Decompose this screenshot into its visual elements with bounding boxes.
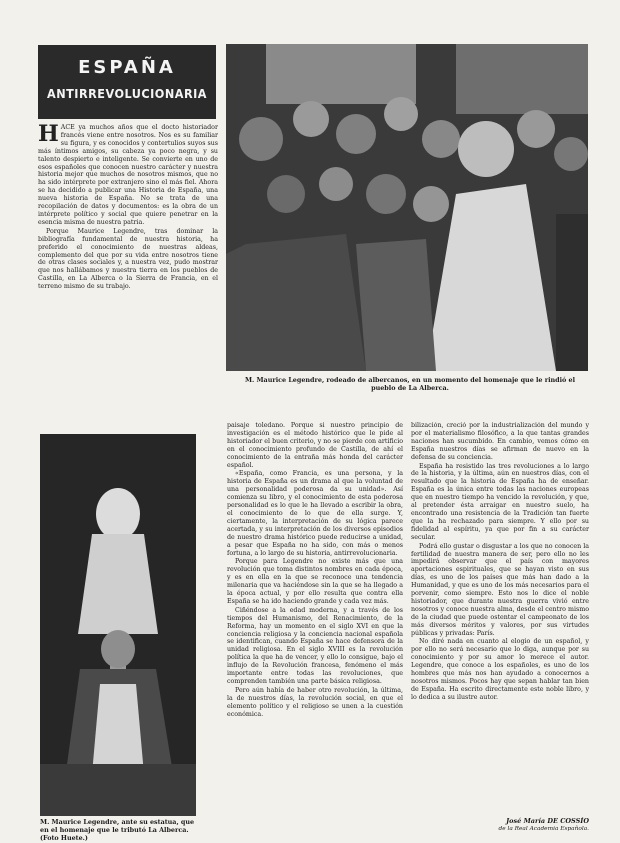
paragraph-5: Porque para Legendre no existe más que una revolución que toma distintos nombres en cada época, y es en ella en la que se reconoce una tendencia milenaria que va haciéndose sin la que se ha llegado a la época actual, y por ello resulta que contra ella España se ha ido haciendo grande y cada vez más. — [227, 558, 403, 605]
left-photo-caption: M. Maurice Legendre, ante su estatua, que en el homenaje que le tributó La Alberca. (Foto Huete.) — [40, 818, 195, 842]
paragraph-7: Pero aún había de haber otro revolución, la última, la de nuestros días, la revolución social, en que el elemento político y el religioso se unen a la cuestión económica. — [227, 686, 403, 718]
paragraph-1-text: ACE ya muchos años que el docto historiador francés viene entre nosotros. Nos es su familiar su figura, y es conocidos y contertulios suyos sus más íntimos amigos, su cabeza ya poco negra, y su talento despierto e inteligente. Se convierte en uno de esos españoles que conocen nuestro carácter y nuestra historia mejor que muchos de nosotros mismos, que no ha sido intérprete por extranjero sino el más fiel. Ahora se ha decidido a publicar una Historia de España, una nueva historia de España. No se trata de una recopilación de datos y documentos: es la obra de un intérprete político y social que quiere penetrar en la esencia misma de nuestra patria. — [38, 124, 218, 226]
paragraph-8: bilización, creció por la industrialización del mundo y por el materialismo filosófico, a la que tantas grandes naciones han sucumbido. En cambio, vemos cómo en España nuestros días se afirman de nuevo en la defensa de su conciencia. — [411, 422, 589, 461]
author-name: José María DE COSSÍO — [506, 817, 589, 825]
top-photo — [226, 44, 588, 371]
article-title-box — [38, 45, 216, 119]
text-column-1 — [38, 124, 218, 411]
paragraph-10: Podrá ello gustar o disgustar a los que no conocen la fertilidad de nuestra manera de ser, pero ello no les impedirá observar que el país con mayores aportaciones espirituales, que se hayan visto en sus días, es uno de los países que más han dado a la Humanidad, y que es uno de los más necesarios para el porvenir, como siempre. Esto nos lo dice el noble historiador, que durante nuestra guerra vivió entre nosotros y conoce nuestra alma, desde el centro mismo de la ciudad que puede ostentar el campeonato de los más diversos méritos y valores, por sus virtudes públicas y privadas: París. — [411, 542, 589, 637]
text-column-2 — [227, 422, 403, 817]
paragraph-9: España ha resistido las tres revoluciones a lo largo de la historia, y la última, aún en nuestros días, con el resultado que la historia de España ha de enseñar. España es la única entre todas las naciones europeas que en nuestro tiempo ha vencido la revolución, y que, al pretender ésta arraigar en nuestro suelo, ha encontrado una resistencia de la Tradición tan fuerte que la ha rechazado para siempre. Y ello por su fidelidad al espíritu, ya que por fin a su carácter secular. — [411, 462, 589, 541]
paragraph-6: Ciñéndose a la edad moderna, y a través de los tiempos del Humanismo, del Renacimiento, de la Reforma, hay un momento en el siglo XVI en que la conciencia religiosa y la conciencia nacional española se identifican, cuando España se hace defensora de la unidad religiosa. En el siglo XVIII es la revolución política la que ha de vencer, y ello lo consigue, bajo el influjo de la Revolución francesa, fenómeno el más importante entre todas las revoluciones, que comprenden también una parte básica religiosa. — [227, 606, 403, 685]
statue-photo-image — [40, 434, 196, 816]
top-photo-caption: M. Maurice Legendre, rodeado de albercanos, en un momento del homenaje que le rindió el pueblo de La Alberca. — [244, 376, 576, 392]
author-signature — [411, 817, 589, 833]
left-photo — [40, 434, 196, 816]
drop-cap: H — [38, 124, 59, 147]
paragraph-3: paisaje toledano. Porque si nuestro principio de investigación es el método histórico que le pide al historiador el buen criterio, y no se pierde con artificio en el conocimiento profundo de Castilla, de ahí el conocimiento de la entraña más honda del carácter español. — [227, 422, 403, 469]
paragraph-1 — [38, 124, 218, 227]
paragraph-4: «España, como Francia, es una persona, y la historia de España es un drama al que la voluntad de una personalidad poderosa da su unidad». Así comienza su libro, y el conocimiento de esta poderosa personalidad es lo que le ha llevado a escribir la obra, el conocimiento de lo que de ella surge. Y, ciertamente, la interpretación de su lógica parece acertada, y su interpretación de los diversos episodios de nuestro drama histórico puede reducirse a unidad, a pesar que España no ha sido, con más o menos fortuna, a lo largo de su historia, antirrevolucionaria. — [227, 470, 403, 557]
crowd-photo-image — [226, 44, 588, 371]
paragraph-2: Porque Maurice Legendre, tras dominar la bibliografía fundamental de nuestra historia, ha preferido el conocimiento de nuestras aldeas, complemento del que por su vida entre nosotros tiene de otras clases sociales y, a nuestra vez, pudo mostrar que nos hallábamos y nuestra tierra en los pueblos de Castilla, en La Alberca o la Sierra de Francia, en el terreno mismo de su trabajo. — [38, 227, 218, 291]
title-line-2: ANTIRREVOLUCIONARIA — [46, 86, 208, 101]
paragraph-11: No diré nada en cuanto al elogio de un español, y por ello no será necesario que lo diga, aunque por su conocimiento y por su amor lo merece el autor. Legendre, que conoce a los españoles, es uno de los hombres que más nos han ayudado a conocernos a nosotros mismos. Pocos hay que sepan hablar tan bien de España. Ha escrito directamente este noble libro, y lo dedica a su ilustre autor. — [411, 638, 589, 701]
author-role: de la Real Academia Española. — [498, 826, 589, 832]
text-column-3 — [411, 422, 589, 817]
title-line-1: ESPAÑA — [78, 57, 176, 78]
